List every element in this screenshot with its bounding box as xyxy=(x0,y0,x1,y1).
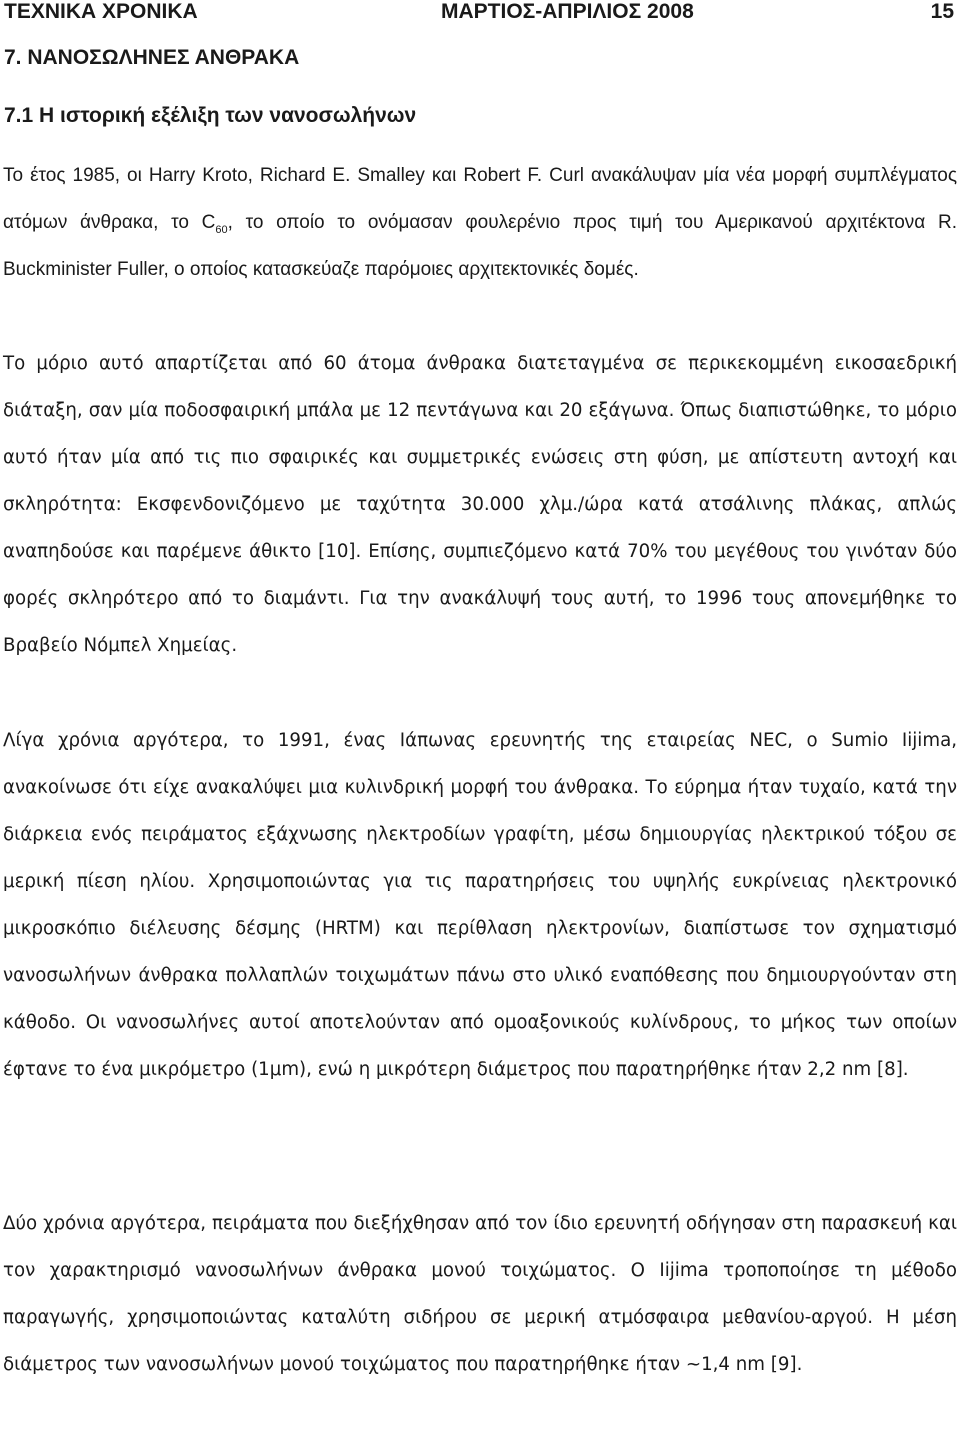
journal-name: ΤΕΧΝΙΚΑ ΧΡΟΝΙΚΑ xyxy=(4,0,198,23)
subsection-title: 7.1 Η ιστορική εξέλιξη των νανοσωλήνων xyxy=(4,104,417,127)
paragraph-1-text-b: , το οποίο το ονόμασαν φουλερένιο προς τιμή του Αμερικανού αρχιτέκτονα R. Buckminister Fuller, ο οποίος κατασκεύαζε παρόμοιες αρχιτεκτονικές δομές. xyxy=(3,212,957,280)
section-title: 7. ΝΑΝΟΣΩΛΗΝΕΣ ΑΝΘΡΑΚΑ xyxy=(4,46,300,69)
paragraph-3: Λίγα χρόνια αργότερα, το 1991, ένας Ιάπωνας ερευνητής της εταιρείας NEC, ο Sumio Iijima, ανακοίνωσε ότι είχε ανακαλύψει μια κυλινδρική μορφή του άνθρακα. Το εύρημα ήταν τυχαίο, κατά την διάρκεια ενός πειράματος εξάχνωσης ηλεκτροδίων γραφίτη, μέσω δημιουργίας ηλεκτρικού τόξου σε μερική πίεση ηλίου. Χρησιμοποιώντας για τις παρατηρήσεις του υψηλής ευκρίνειας ηλεκτρονικό μικροσκόπιο διέλευσης δέσμης (HRTM) και περίθλαση ηλεκτρονίων, διαπίστωσε τον σχηματισμό νανοσωλήνων άνθρακα πολλαπλών τοιχωμάτων πάνω στο υλικό εναπόθεσης που δημιουργούνταν στη κάθοδο. Οι νανοσωλήνες αυτοί αποτελούνταν από ομοαξονικούς κυλίνδρους, το μήκος των οποίων έφτανε το ένα μικρόμετρο (1μm), ενώ η μικρότερη διάμετρος που παρατηρήθηκε ήταν 2,2 nm [8]. xyxy=(3,730,957,1080)
issue-date: ΜΑΡΤΙΟΣ-ΑΠΡΙΛΙΟΣ 2008 xyxy=(441,0,694,23)
paragraph-2: Το μόριο αυτό απαρτίζεται από 60 άτομα άνθρακα διατεταγμένα σε περικεκομμένη εικοσαεδρική διάταξη, σαν μία ποδοσφαιρική μπάλα με 12 πεντάγωνα και 20 εξάγωνα. Όπως διαπιστώθηκε, το μόριο αυτό ήταν μία από τις πιο σφαιρικές και συμμετρικές ενώσεις στη φύση, με απίστευτη αντοχή και σκληρότητα: Εκσφενδονιζόμενο με ταχύτητα 30.000 χλμ./ώρα κατά ατσάλινης πλάκας, απλώς αναπηδούσε και παρέμενε άθικτο [10]. Επίσης, συμπιεζόμενο κατά 70% του μεγέθους του γινόταν δύο φορές σκληρότερο από το διαμάντι. Για την ανακάλυψή τους αυτή, το 1996 τους απονεμήθηκε το Βραβείο Νόμπελ Χημείας. xyxy=(3,353,957,656)
paragraph-1-subscript: 60 xyxy=(215,224,228,236)
running-header xyxy=(4,0,954,24)
paragraph-1-text-a: Το έτος 1985, οι Harry Kroto, Richard E. Smalley και Robert F. Curl ανακάλυψαν μία νέα μορφή συμπλέγματος ατόμων άνθρακα, το C xyxy=(3,165,957,233)
paragraph-1 xyxy=(3,152,957,293)
page-number: 15 xyxy=(930,0,954,23)
paragraph-4: Δύο χρόνια αργότερα, πειράματα που διεξήχθησαν από τον ίδιο ερευνητή οδήγησαν στη παρασκευή και τον χαρακτηρισμό νανοσωλήνων άνθρακα μονού τοιχώματος. Ο Iijima τροποποίησε τη μέθοδο παραγωγής, χρησιμοποιώντας καταλύτη σιδήρου σε μερική ατμόσφαιρα μεθανίου-αργού. Η μέση διάμετρος των νανοσωλήνων μονού τοιχώματος που παρατηρήθηκε ήταν ~1,4 nm [9]. xyxy=(3,1213,957,1375)
